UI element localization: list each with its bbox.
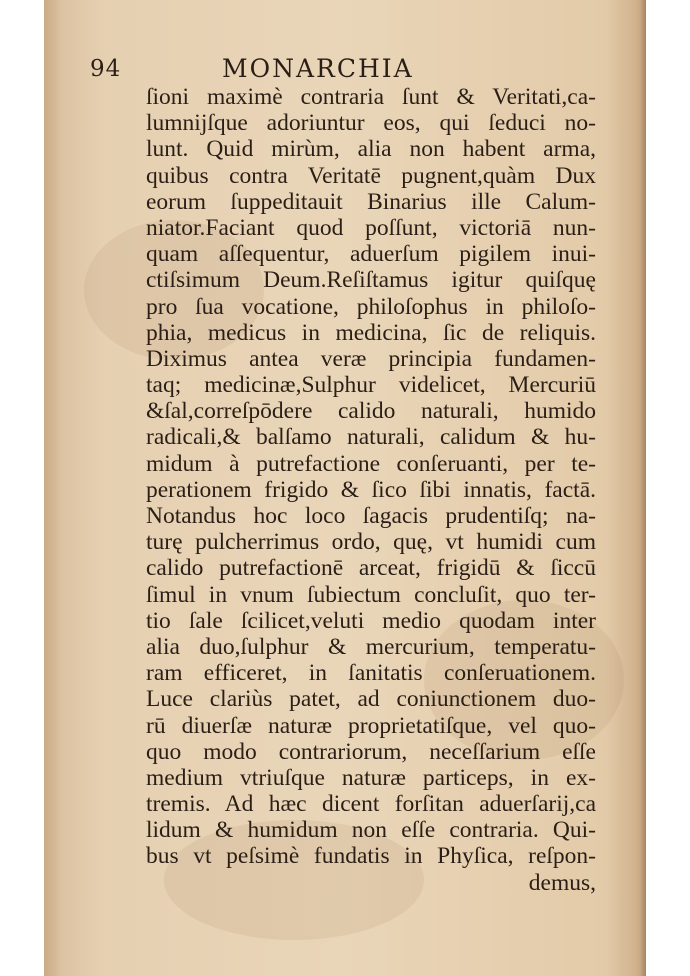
text-line: Notandus hoc loco ſagacis prudentiſq; na- [146,503,596,529]
text-line: quo modo contrariorum, neceſſarium eſſe [146,738,596,765]
running-title: MONARCHIA [222,54,414,83]
text-line: radicali,& balſamo naturali, calidum & hu- [146,424,596,451]
text-line: calido putrefactionē arceat, frigidū & ſiccū [146,555,596,582]
text-line: alia duo,ſulphur & mercurium, temperatu- [146,633,596,660]
page-number: 94 [90,56,122,82]
text-line: ctiſsimum Deum.Reſiſtamus igitur quiſquę [146,267,596,294]
text-line: pro ſua vocatione, philoſophus in philoſo- [146,293,596,320]
text-line: phia, medicus in medicina, ſic de reliquis. [146,319,596,346]
text-line: perationem frigido & ſico ſibi innatis, factā. [146,476,596,503]
text-line: midum à putrefactione conſeruanti, per te- [146,450,596,477]
text-line: ſimul in vnum ſubiectum concluſit, quo ter- [146,581,596,608]
text-line: niator.Faciant quod poſſunt, victoriā nun- [146,214,596,241]
text-line: quibus contra Veritatē pugnent,quàm Dux [146,162,596,189]
text-line: turę pulcherrimus ordo, quę, vt humidi cum [146,529,596,556]
text-line: &ſal,correſpōdere calido naturali, humido [146,398,596,425]
text-line: medium vtriuſque naturæ particeps, in ex- [146,764,596,791]
text-line: taq; medicinæ,Sulphur videlicet, Mercuriū [146,372,596,399]
page-header [90,54,490,84]
text-line: eorum ſuppeditauit Binarius ille Calum- [146,188,596,215]
text-line: lunt. Quid mirùm, alia non habent arma, [146,136,596,163]
text-line: Luce clariùs patet, ad coniunctionem duo- [146,686,596,713]
text-line: tio ſale ſcilicet,veluti medio quodam inter [146,607,596,634]
body-text [146,84,596,896]
text-line: lidum & humidum non eſſe contraria. Qui- [146,817,596,844]
text-line: ram efficeret, in ſanitatis conſeruationem. [146,660,596,687]
text-line: lumnijſque adoriuntur eos, qui ſeduci no- [146,110,596,137]
text-line: quam aſſequentur, aduerſum pigilem inui- [146,241,596,268]
text-line: demus, [528,869,596,896]
text-line: tremis. Ad hæc dicent forſitan aduerſarij,ca [146,791,596,818]
text-line: ſioni maximè contraria ſunt & Veritati,ca- [146,84,596,110]
text-line: rū diuerſæ naturæ proprietatiſque, vel quo- [146,712,596,739]
text-line: bus vt peſsimè fundatis in Phyſica, reſpon- [146,843,596,870]
text-line: Diximus antea veræ principia fundamen- [146,345,596,372]
